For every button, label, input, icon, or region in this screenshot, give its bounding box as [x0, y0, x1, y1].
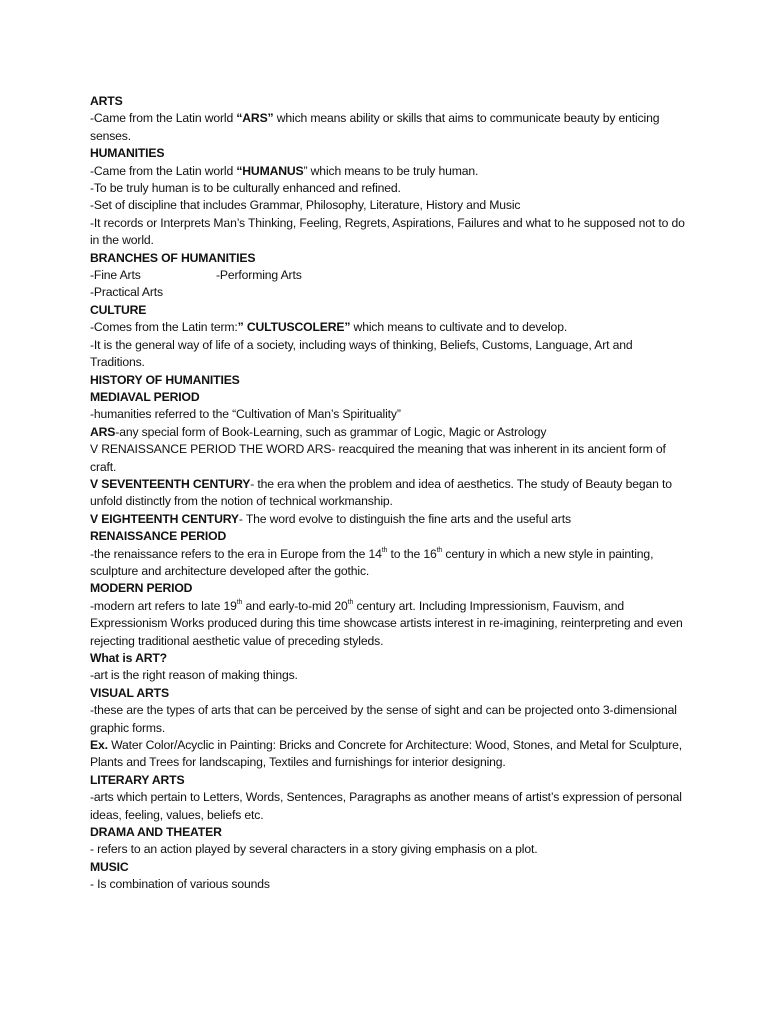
what-is-art-heading: What is ART?: [90, 651, 167, 665]
culture-heading: CULTURE: [90, 302, 147, 317]
visual-arts-example: Ex. Water Color/Acyclic in Painting: Bricks and Concrete for Architecture: Wood, Stones, and Metal for Sculpture, Plants and Trees for landscaping, Textiles and furnishings for interior designing.: [90, 738, 683, 770]
modern-definition: -modern art refers to late 19th and early-to-mid 20th century art. Including Impressionism, Fauvism, and Expressionism Works produced during this time showcase artists interest in re-imagining, reinterpreting and even rejecting traditional aesthetic value of preceding styleds.: [90, 598, 683, 648]
arts-heading: ARTS: [90, 94, 123, 108]
humanities-heading: HUMANITIES: [90, 146, 165, 161]
medieval-line-1: -humanities referred to the “Cultivation of Man’s Spirituality”: [90, 407, 401, 422]
branch-fine-arts: -Fine Arts: [90, 268, 141, 283]
drama-definition: - refers to an action played by several characters in a story giving emphasis on a plot.: [90, 842, 538, 857]
literary-arts-definition: -arts which pertain to Letters, Words, Sentences, Paragraphs as another means of artist’s expression of personal ideas, feeling, values, beliefs etc.: [90, 790, 682, 822]
branch-performing-arts: -Performing Arts: [216, 268, 302, 283]
eighteenth-century-line: V EIGHTEENTH CENTURY- The word evolve to distinguish the fine arts and the useful arts: [90, 511, 571, 526]
drama-heading: DRAMA AND THEATER: [90, 825, 222, 840]
visual-arts-definition: -these are the types of arts that can be perceived by the sense of sight and can be projected onto 3-dimensional graphic forms.: [90, 703, 677, 735]
music-definition: - Is combination of various sounds: [90, 877, 270, 892]
modern-heading: MODERN PERIOD: [90, 581, 193, 596]
humanities-line-3: -Set of discipline that includes Grammar, Philosophy, Literature, History and Music: [90, 198, 521, 213]
branches-row: [90, 267, 690, 284]
renaissance-heading: RENAISSANCE PERIOD: [90, 529, 227, 544]
music-heading: MUSIC: [90, 859, 129, 874]
culture-definition: -Comes from the Latin term:” CULTUSCOLERE” which means to cultivate and to develop.: [90, 320, 568, 335]
humanities-line-4: -It records or Interprets Man’s Thinking, Feeling, Regrets, Aspirations, Failures and what to he supposed not to do in the world.: [90, 215, 685, 248]
literary-arts-heading: LITERARY ARTS: [90, 772, 185, 787]
humanities-line-2: -To be truly human is to be culturally enhanced and refined.: [90, 181, 401, 196]
renaissance-word-ars-line: V RENAISSANCE PERIOD THE WORD ARS- reacquired the meaning that was inherent in its ancient form of craft.: [90, 442, 666, 474]
medieval-ars-line: ARS-any special form of Book-Learning, such as grammar of Logic, Magic or Astrology: [90, 424, 547, 439]
renaissance-definition: -the renaissance refers to the era in Europe from the 14th to the 16th century in which a new style in painting, sculpture and architecture developed after the gothic.: [90, 546, 654, 578]
branches-heading: BRANCHES OF HUMANITIES: [90, 250, 256, 265]
arts-definition: -Came from the Latin world “ARS” which means ability or skills that aims to communicate beauty by enticing senses.: [90, 111, 660, 143]
culture-line-2: -It is the general way of life of a society, including ways of thinking, Beliefs, Customs, Language, Art and Traditions.: [90, 337, 633, 370]
branch-practical-arts: -Practical Arts: [90, 285, 163, 300]
seventeenth-century-line: V SEVENTEENTH CENTURY- the era when the problem and idea of aesthetics. The study of Beauty began to unfold distinctly from the notion of technical workmanship.: [90, 476, 672, 509]
history-heading: HISTORY OF HUMANITIES: [90, 372, 240, 387]
visual-arts-heading: VISUAL ARTS: [90, 685, 169, 700]
document-page: [90, 93, 690, 894]
what-is-art-definition: -art is the right reason of making things.: [90, 668, 298, 683]
humanities-definition: -Came from the Latin world “HUMANUS” which means to be truly human.: [90, 163, 479, 178]
medieval-heading: MEDIAVAL PERIOD: [90, 389, 200, 404]
